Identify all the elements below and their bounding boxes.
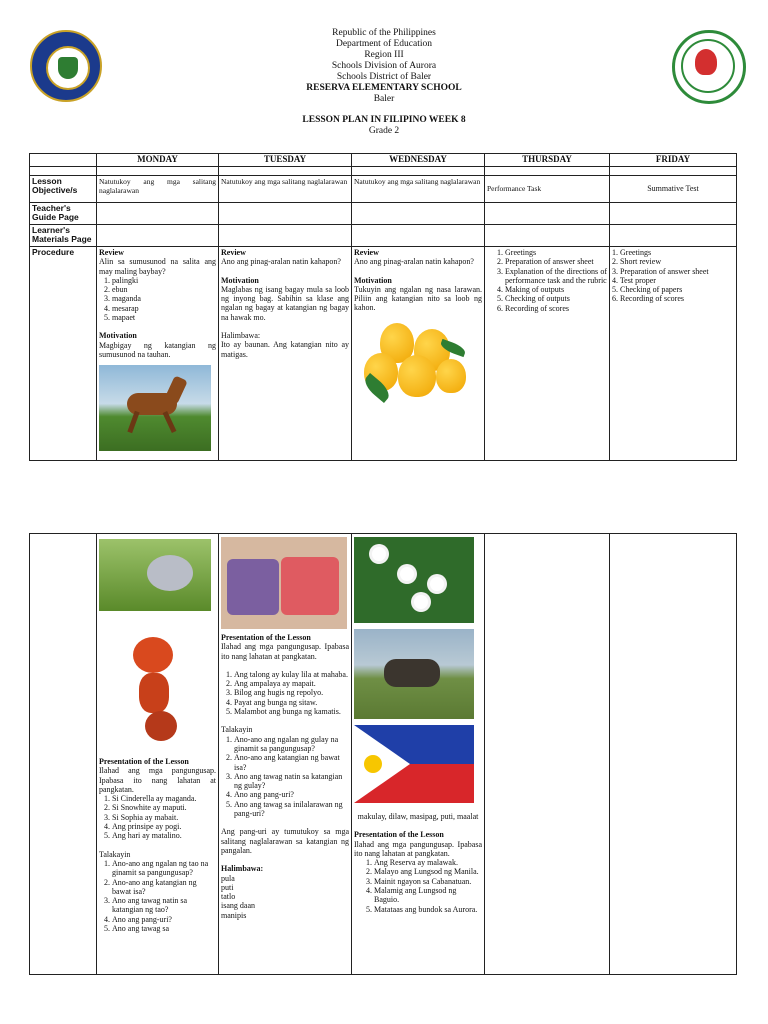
objective-friday: Summative Test <box>610 176 737 203</box>
sentence-list <box>354 858 482 914</box>
list-item: 2. Short review <box>612 257 662 267</box>
list-item: 2. Preparation of answer sheet <box>505 257 607 266</box>
motivation-text: Tukuyin ang ngalan ng nasa larawan. Piliin ang katangian nito sa loob ng kahon. <box>354 284 482 313</box>
motivation-heading: Motivation <box>221 275 259 285</box>
presentation-tuesday <box>219 534 352 975</box>
list-item: 2. Malayo ang Lungsod ng Manila. <box>374 867 482 876</box>
motivation-heading: Motivation <box>354 275 392 285</box>
list-item: 3. Preparation of answer sheet <box>612 266 709 276</box>
presentation-intro: Ilahad ang mga pangungusap. Ipabasa ito nang lahatan at pangkatan. <box>99 766 216 794</box>
list-item: 3. Explanation of the directions of performance task and the rubric <box>505 267 607 286</box>
example-label: Halimbawa: <box>221 331 261 341</box>
header-line: Republic of the Philippines <box>332 28 436 38</box>
review-question: Alin sa sumusunod na salita ang may maling baybay? <box>99 257 216 276</box>
list-item: manipis <box>221 910 247 920</box>
motivation-heading: Motivation <box>99 331 137 341</box>
presentation-intro: Ilahad ang mga pangungusap. Ipabasa ito nang lahatan at pangkatan. <box>221 642 349 661</box>
list-item: 5. Checking of outputs <box>505 294 607 303</box>
corner-cell <box>30 154 97 167</box>
adjective-choices: makulay, dilaw, masipag, puti, maalat <box>357 812 479 821</box>
presentation-intro: Ilahad ang mga pangungusap. Ipabasa ito nang lahatan at pangkatan. <box>354 839 482 858</box>
procedure-tuesday <box>219 247 352 461</box>
presentation-heading: Presentation of the Lesson <box>99 757 189 766</box>
row-label-learner-materials: Learner's Materials Page <box>30 225 97 247</box>
list-item: 4. Ano ang pang-uri? <box>112 915 216 924</box>
list-item: 4. Payat ang bunga ng sitaw. <box>234 698 349 707</box>
list-item: 3. Ano ang tawag natin sa katangian ng tao? <box>112 896 216 915</box>
procedure-label-cell <box>30 534 97 975</box>
list-item: 5. Ano ang tawag sa <box>112 924 216 933</box>
horse-photo <box>99 365 211 451</box>
list-item: 6. Recording of scores <box>612 294 684 304</box>
elephant-cartoon <box>99 539 211 611</box>
day-header-monday: MONDAY <box>97 154 219 167</box>
list-item: 4. Ano ang pang-uri? <box>234 790 349 799</box>
list-item: 1. Greetings <box>505 248 607 257</box>
presentation-heading: Presentation of the Lesson <box>354 830 444 840</box>
list-item: pula <box>221 873 235 883</box>
list-item: 2. Ang ampalaya ay mapait. <box>234 679 349 688</box>
header-line: Department of Education <box>335 39 433 49</box>
motivation-text: Magbigay ng katangian ng sumusunod na tauhan. <box>99 340 216 359</box>
review-question: Ano ang pinag-aralan natin kahapon? <box>221 257 341 267</box>
carabao-photo <box>354 629 474 719</box>
list-item: 3. maganda <box>112 294 216 303</box>
procedure-friday <box>610 247 737 461</box>
review-word-list <box>99 276 216 322</box>
list-item: 3. Mainit ngayon sa Cabanatuan. <box>374 877 482 886</box>
definition-text: Ang pang-uri ay tumutukoy sa mga salitang naglalarawan sa katangian ng pangalan. <box>221 827 349 855</box>
row-label-teacher-guide: Teacher's Guide Page <box>30 203 97 225</box>
list-item: isang daan <box>221 901 255 911</box>
objective-monday: Natutukoy ang mga salitang naglalarawan <box>97 176 219 203</box>
row-label-objectives: Lesson Objective/s <box>30 176 97 203</box>
presentation-wednesday <box>352 534 485 975</box>
list-item: 1. Ang talong ay kulay lila at mahaba. <box>234 670 349 679</box>
list-item: 4. Test proper <box>612 275 656 285</box>
list-item: 2. Ano-ano ang katangian ng bawat isa? <box>234 753 349 772</box>
list-item: 5. Checking of papers <box>612 285 683 295</box>
list-item: 2. ebun <box>112 285 216 294</box>
list-item: 5. Ang hari ay matalino. <box>112 831 216 840</box>
list-item: 3. Bilog ang hugis ng repolyo. <box>234 688 349 697</box>
list-item: 1. palingki <box>112 276 216 285</box>
list-item: 5. Matataas ang bundok sa Aurora. <box>374 905 482 914</box>
motivation-text: Maglabas ng isang bagay mula sa loob ng inyong bag. Sabihin sa klase ang ngalan ng bagay at katangian ng bagay na hawak mo. <box>221 284 349 322</box>
day-header-tuesday: TUESDAY <box>219 154 352 167</box>
list-item: 2. Si Snowhite ay maputi. <box>112 803 216 812</box>
list-item: tatlo <box>221 892 236 902</box>
sampaguita-flower-photo <box>354 537 474 623</box>
list-item: 4. Ang prinsipe ay pogi. <box>112 822 216 831</box>
list-item: 1. Si Cinderella ay maganda. <box>112 794 216 803</box>
list-item: 4. mesarap <box>112 304 216 313</box>
objective-tuesday: Natutukoy ang mga salitang naglalarawan <box>219 176 352 203</box>
day-header-wednesday: WEDNESDAY <box>352 154 485 167</box>
sentence-list <box>99 794 216 840</box>
list-item: 1. Ang Reserva ay malawak. <box>374 858 482 867</box>
list-item: 1. Greetings <box>612 248 652 257</box>
review-heading: Review <box>221 248 246 257</box>
list-item: 4. Malamig ang Lungsod ng Baguio. <box>374 886 482 905</box>
question-list <box>221 735 349 819</box>
talakayin-heading: Talakayin <box>221 725 253 735</box>
lesson-plan-title: LESSON PLAN IN FILIPINO WEEK 8 <box>302 115 466 125</box>
presentation-thursday <box>485 534 610 975</box>
procedure-wednesday <box>352 247 485 461</box>
list-item: 2. Ano-ano ang katangian ng bawat isa? <box>112 878 216 897</box>
header-line: Region III <box>364 50 404 60</box>
list-item: 6. Recording of scores <box>505 304 607 313</box>
philippine-flag-image <box>354 725 474 803</box>
list-item: 5. Ano ang tawag sa inilalarawan ng pang-uri? <box>234 800 349 819</box>
list-item: 1. Ano-ano ang ngalan ng tao na ginamit sa pangungusap? <box>112 859 216 878</box>
list-item: puti <box>221 882 234 892</box>
list-item: 5. Malambot ang bunga ng kamatis. <box>234 707 349 716</box>
row-label-procedure: Procedure <box>30 247 97 461</box>
list-item: 1. Ano-ano ang ngalan ng gulay na ginamit sa pangungusap? <box>234 735 349 754</box>
review-heading: Review <box>354 248 379 257</box>
list-item: 3. Si Sophia ay mabait. <box>112 813 216 822</box>
procedure-thursday <box>485 247 610 461</box>
thursday-steps <box>487 248 607 313</box>
day-header-thursday: THURSDAY <box>485 154 610 167</box>
talakayin-heading: Talakayin <box>99 849 131 859</box>
grade-level: Grade 2 <box>368 126 400 136</box>
day-header-friday: FRIDAY <box>610 154 737 167</box>
presentation-friday <box>610 534 737 975</box>
header-line: Schools Division of Aurora <box>331 61 437 71</box>
presentation-monday <box>97 534 219 975</box>
town-name: Baler <box>373 94 395 104</box>
sentence-list <box>221 670 349 716</box>
ant-cartoon <box>99 617 211 757</box>
lesson-plan-table <box>29 153 737 461</box>
procedure-monday <box>97 247 219 461</box>
list-item: 3. Ano ang tawag natin sa katangian ng gulay? <box>234 772 349 791</box>
presentation-heading: Presentation of the Lesson <box>221 633 311 642</box>
review-heading: Review <box>99 248 124 257</box>
lesson-plan-table-continued <box>29 533 737 975</box>
example-label: Halimbawa: <box>221 864 264 874</box>
question-list <box>99 859 216 933</box>
school-name: RESERVA ELEMENTARY SCHOOL <box>306 83 462 93</box>
food-containers-photo <box>221 537 347 629</box>
objective-thursday: Performance Task <box>485 176 610 203</box>
mango-photo <box>354 319 472 405</box>
list-item: 4. Making of outputs <box>505 285 607 294</box>
review-question: Ano ang pinag-aralan natin kahapon? <box>354 257 474 267</box>
example-text: Ito ay baunan. Ang katangian nito ay matigas. <box>221 340 349 359</box>
letterhead <box>0 28 768 137</box>
header-line: Schools District of Baler <box>336 72 432 82</box>
list-item: 5. mapaet <box>112 313 216 322</box>
objective-wednesday: Natutukoy ang mga salitang naglalarawan <box>352 176 485 203</box>
